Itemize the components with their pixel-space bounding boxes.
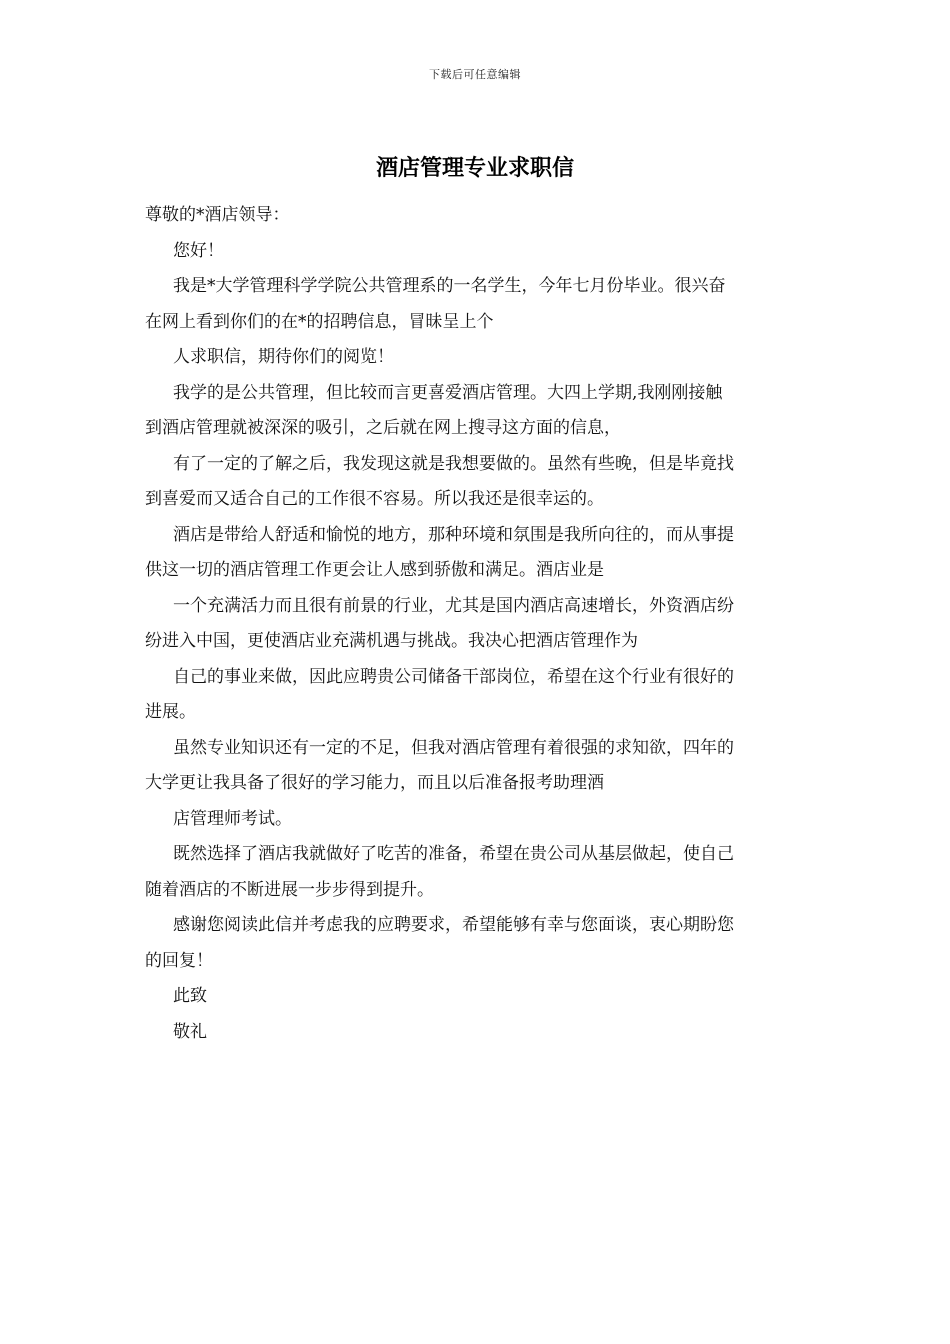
paragraph-line: 酒店是带给人舒适和愉悦的地方，那种环境和氛围是我所向往的，而从事提 — [173, 524, 734, 545]
page-header-note: 下载后可任意编辑 — [429, 68, 521, 81]
greeting: 您好！ — [173, 240, 224, 261]
closing-line-2: 敬礼 — [173, 1021, 207, 1042]
paragraph-line: 我学的是公共管理，但比较而言更喜爱酒店管理。大四上学期,我刚刚接触 — [173, 382, 723, 403]
paragraph-line: 供这一切的酒店管理工作更会让人感到骄傲和满足。酒店业是 — [145, 560, 604, 580]
paragraph-line: 自己的事业来做，因此应聘贵公司储备干部岗位，希望在这个行业有很好的 — [173, 666, 734, 687]
paragraph-line: 进展。 — [145, 702, 196, 722]
paragraph-line: 我是*大学管理科学学院公共管理系的一名学生，今年七月份毕业。很兴奋 — [173, 276, 726, 296]
paragraph-line: 随着酒店的不断进展一步步得到提升。 — [145, 879, 434, 900]
paragraph-line: 纷进入中国，更使酒店业充满机遇与挑战。我决心把酒店管理作为 — [145, 631, 638, 651]
paragraph-line: 感谢您阅读此信并考虑我的应聘要求，希望能够有幸与您面谈，衷心期盼您 — [173, 915, 734, 935]
paragraph-line: 在网上看到你们的在*的招聘信息，冒昧呈上个 — [145, 311, 494, 332]
salutation: 尊敬的*酒店领导： — [145, 205, 290, 225]
paragraph-line: 一个充满活力而且很有前景的行业，尤其是国内酒店高速增长，外资酒店纷 — [173, 595, 734, 616]
paragraph-line: 大学更让我具备了很好的学习能力，而且以后准备报考助理酒 — [145, 773, 604, 793]
paragraph-line: 人求职信，期待你们的阅览！ — [173, 347, 394, 367]
paragraph-line: 既然选择了酒店我就做好了吃苦的准备，希望在贵公司从基层做起，使自己 — [173, 844, 734, 864]
paragraph-line: 有了一定的了解之后，我发现这就是我想要做的。虽然有些晚，但是毕竟找 — [173, 453, 734, 474]
paragraph-line: 虽然专业知识还有一定的不足，但我对酒店管理有着很强的求知欲，四年的 — [173, 737, 734, 758]
closing-line-1: 此致 — [173, 986, 207, 1006]
paragraph-line: 店管理师考试。 — [173, 808, 292, 829]
letter-title: 酒店管理专业求职信 — [375, 155, 574, 181]
paragraph-line: 的回复！ — [145, 950, 213, 971]
letter-body — [145, 198, 807, 1050]
paragraph-line: 到喜爱而又适合自己的工作很不容易。所以我还是很幸运的。 — [145, 489, 604, 509]
paragraph-line: 到酒店管理就被深深的吸引，之后就在网上搜寻这方面的信息， — [145, 418, 621, 438]
